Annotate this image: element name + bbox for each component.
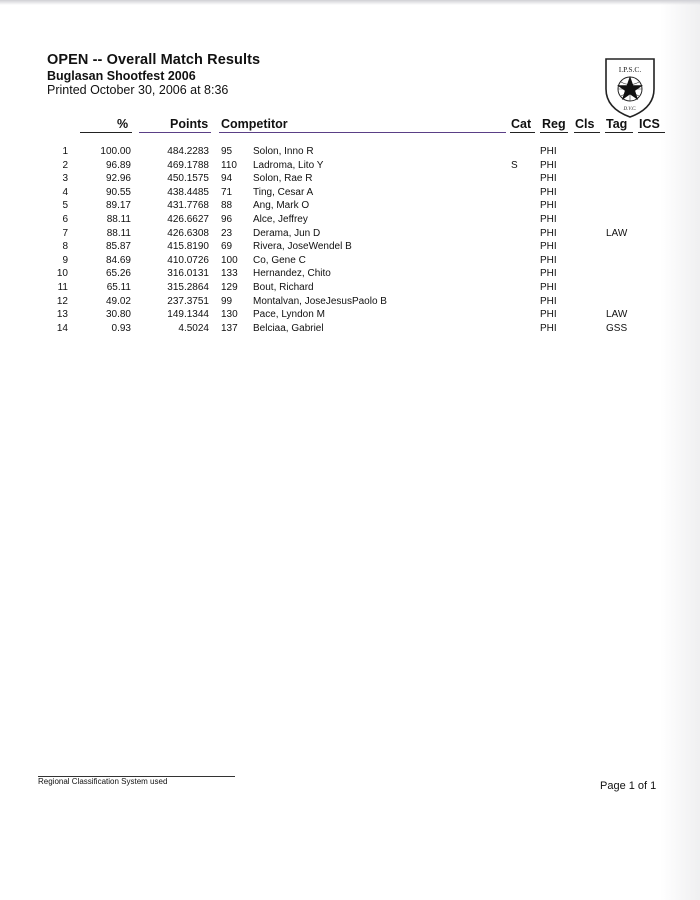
underline-cls xyxy=(574,132,600,133)
competitor-number: 110 xyxy=(221,159,237,171)
category: S xyxy=(511,159,518,171)
underline-reg xyxy=(540,132,568,133)
table-row xyxy=(0,213,700,227)
percent: 85.87 xyxy=(105,241,131,253)
competitor-name: Belciaa, Gabriel xyxy=(253,322,324,334)
region: PHI xyxy=(540,241,557,253)
percent: 96.89 xyxy=(105,159,131,171)
rank: 9 xyxy=(62,254,68,266)
rank: 4 xyxy=(62,186,68,198)
percent: 0.93 xyxy=(111,322,131,334)
logo-text: I.P.S.C. xyxy=(618,65,642,74)
table-row xyxy=(0,186,700,200)
underline-cat xyxy=(510,132,535,133)
points: 237.3751 xyxy=(167,295,209,307)
tag: GSS xyxy=(606,322,628,334)
points: 316.0131 xyxy=(167,268,209,280)
underline-ics xyxy=(638,132,665,133)
competitor-name: Derama, Jun D xyxy=(253,227,321,239)
region: PHI xyxy=(540,309,557,321)
percent: 65.11 xyxy=(106,281,131,293)
points: 426.6627 xyxy=(167,213,209,225)
region: PHI xyxy=(540,295,557,307)
competitor-name: Hernandez, Chito xyxy=(253,268,331,280)
col-ics: ICS xyxy=(639,117,660,131)
col-reg: Reg xyxy=(542,117,566,131)
competitor-name: Co, Gene C xyxy=(253,254,306,266)
table-row xyxy=(0,199,700,213)
competitor-name: Ting, Cesar A xyxy=(253,186,314,198)
rank: 10 xyxy=(56,268,68,280)
col-points: Points xyxy=(170,117,209,131)
table-row xyxy=(0,240,700,254)
points: 469.1788 xyxy=(167,159,209,171)
region: PHI xyxy=(540,146,557,157)
points: 426.6308 xyxy=(167,227,209,239)
region: PHI xyxy=(540,213,557,225)
region: PHI xyxy=(540,322,557,334)
competitor-number: 130 xyxy=(221,309,238,321)
rank: 7 xyxy=(62,227,68,239)
region: PHI xyxy=(540,268,557,280)
tag: LAW xyxy=(606,309,628,321)
page-number: Page 1 of 1 xyxy=(600,780,657,792)
col-tag: Tag xyxy=(606,117,628,131)
rank: 5 xyxy=(62,200,68,212)
report-title: OPEN -- Overall Match Results xyxy=(47,52,261,68)
tag: LAW xyxy=(606,227,628,239)
competitor-number: 71 xyxy=(221,186,233,198)
col-cat: Cat xyxy=(511,117,532,131)
table-row xyxy=(0,267,700,281)
competitor-name: Pace, Lyndon M xyxy=(253,309,325,321)
table-row xyxy=(0,295,700,309)
percent: 65.26 xyxy=(105,268,131,280)
table-row xyxy=(0,172,700,186)
points: 484.2283 xyxy=(167,146,209,157)
match-name: Buglasan Shootfest 2006 xyxy=(47,69,196,83)
table-row xyxy=(0,322,700,336)
percent: 92.96 xyxy=(105,173,131,185)
competitor-number: 129 xyxy=(221,281,238,293)
competitor-name: Bout, Richard xyxy=(253,281,314,293)
region: PHI xyxy=(540,159,557,171)
scan-edge-top xyxy=(0,0,700,5)
ipsc-logo xyxy=(603,57,657,119)
percent: 88.11 xyxy=(106,213,131,225)
points: 438.4485 xyxy=(167,186,209,198)
percent: 88.11 xyxy=(106,227,131,239)
logo-motto: D.V.C. xyxy=(623,107,637,112)
region: PHI xyxy=(540,186,557,198)
underline-competitor xyxy=(219,132,506,133)
classification-note: Regional Classification System used xyxy=(38,777,168,786)
percent: 84.69 xyxy=(105,254,131,266)
table-row xyxy=(0,145,700,159)
printed-date: Printed October 30, 2006 at 8:36 xyxy=(47,83,229,97)
region: PHI xyxy=(540,227,557,239)
table-row xyxy=(0,254,700,268)
points: 415.8190 xyxy=(167,241,209,253)
competitor-number: 94 xyxy=(221,173,233,185)
competitor-name: Alce, Jeffrey xyxy=(253,213,308,225)
column-headers xyxy=(0,117,700,141)
region: PHI xyxy=(540,281,557,293)
percent: 89.17 xyxy=(105,200,131,212)
points: 315.2864 xyxy=(167,281,209,293)
points: 450.1575 xyxy=(167,173,209,185)
underline-percent xyxy=(80,132,132,133)
rank: 12 xyxy=(56,295,68,307)
competitor-number: 137 xyxy=(221,322,238,334)
competitor-name: Rivera, JoseWendel B xyxy=(253,241,352,253)
competitor-number: 96 xyxy=(221,213,233,225)
col-cls: Cls xyxy=(575,117,595,131)
rank: 13 xyxy=(56,309,68,321)
percent: 30.80 xyxy=(105,309,131,321)
competitor-number: 69 xyxy=(221,241,233,253)
col-competitor: Competitor xyxy=(221,117,288,131)
competitor-number: 88 xyxy=(221,200,233,212)
competitor-number: 99 xyxy=(221,295,233,307)
competitor-number: 133 xyxy=(221,268,238,280)
rank: 2 xyxy=(62,159,68,171)
competitor-number: 100 xyxy=(221,254,238,266)
competitor-name: Ang, Mark O xyxy=(253,200,310,212)
competitor-number: 95 xyxy=(221,146,233,157)
rank: 3 xyxy=(62,173,68,185)
percent: 49.02 xyxy=(105,295,131,307)
underline-points xyxy=(139,132,211,133)
percent: 90.55 xyxy=(105,186,131,198)
col-percent: % xyxy=(117,117,129,131)
rank: 11 xyxy=(57,281,68,293)
competitor-name: Solon, Rae R xyxy=(253,173,313,185)
table-row xyxy=(0,308,700,322)
points: 149.1344 xyxy=(167,309,209,321)
competitor-number: 23 xyxy=(221,227,233,239)
table-row xyxy=(0,281,700,295)
table-row xyxy=(0,159,700,173)
competitor-name: Ladroma, Lito Y xyxy=(253,159,324,171)
competitor-name: Montalvan, JoseJesusPaolo B xyxy=(253,295,387,307)
points: 410.0726 xyxy=(167,254,209,266)
region: PHI xyxy=(540,173,557,185)
region: PHI xyxy=(540,254,557,266)
table-row xyxy=(0,227,700,241)
report-header xyxy=(47,52,260,97)
percent: 100.00 xyxy=(100,146,131,157)
points: 4.5024 xyxy=(178,322,209,334)
points: 431.7768 xyxy=(167,200,209,212)
rank: 1 xyxy=(62,146,68,157)
underline-tag xyxy=(605,132,633,133)
rank: 8 xyxy=(62,241,68,253)
results-table xyxy=(0,145,700,335)
rank: 6 xyxy=(62,213,68,225)
rank: 14 xyxy=(56,322,68,334)
region: PHI xyxy=(540,200,557,212)
competitor-name: Solon, Inno R xyxy=(253,146,314,157)
